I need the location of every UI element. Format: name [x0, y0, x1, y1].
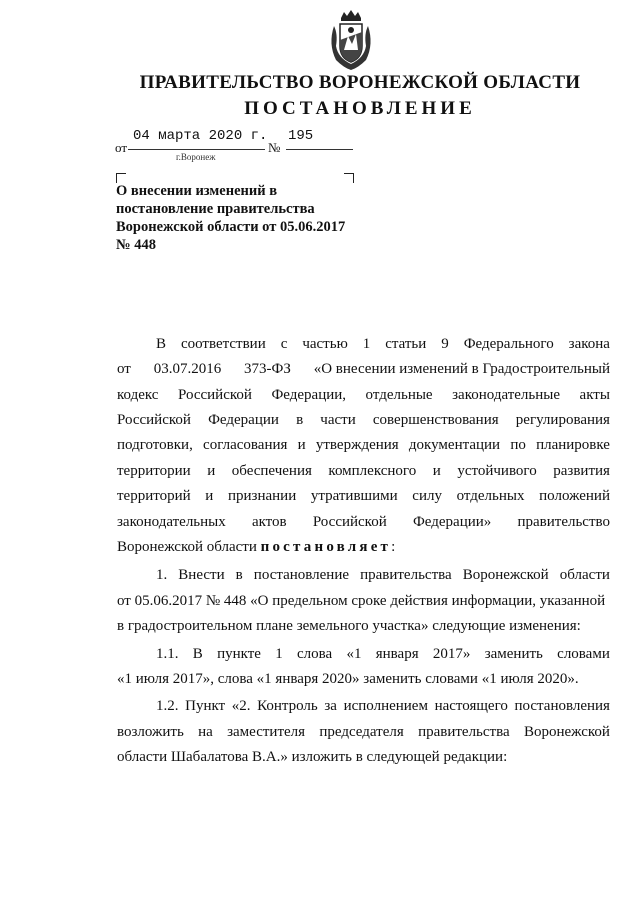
city-name: г.Воронеж — [176, 152, 216, 162]
body-word: В — [192, 646, 203, 662]
body-line — [117, 539, 610, 556]
body-word: Федерального — [463, 336, 554, 352]
body-word: исполнением — [343, 698, 428, 714]
body-word: силу — [412, 488, 442, 504]
body-line — [117, 361, 610, 378]
body-line — [117, 412, 610, 429]
body-line — [117, 387, 610, 404]
body-word: 1 — [362, 336, 371, 352]
body-word: слова — [297, 646, 333, 662]
body-word: постановление — [253, 567, 350, 583]
body-line — [156, 646, 610, 663]
body-word: законодательные — [452, 387, 561, 403]
body-word: 9 — [441, 336, 449, 352]
body-line: области Шабалатова В.А.» изложить в следующей редакции: — [117, 749, 508, 765]
body-word: Российской — [117, 412, 191, 428]
document-title — [116, 182, 376, 254]
body-word: отдельные — [365, 387, 433, 403]
body-word: 2017» — [432, 646, 471, 662]
body-word: возложить — [117, 724, 184, 740]
body-word: Воронежской — [523, 724, 610, 740]
body-word: Воронежской — [462, 567, 549, 583]
resolution-keyword: постановляет — [260, 539, 392, 555]
body-word: признании — [227, 488, 297, 504]
body-word: Федерации — [208, 412, 279, 428]
body-word: 373-ФЗ — [244, 361, 291, 377]
body-line — [117, 514, 610, 531]
title-line: Воронежской области от 05.06.2017 — [116, 219, 346, 235]
body-word: Федерации, — [271, 387, 347, 403]
body-word: пункте — [217, 646, 261, 662]
body-word: «О внесении изменений в Градостроительный — [313, 361, 610, 377]
body-word: устойчивого — [457, 463, 537, 479]
body-line — [117, 724, 610, 741]
body-line — [117, 463, 610, 480]
number-prefix: № — [268, 140, 281, 155]
body-word: «1 — [346, 646, 362, 662]
title-line: О внесении изменений в — [116, 183, 278, 199]
body-word: Российской — [177, 387, 252, 403]
body-word: Контроль — [257, 698, 318, 714]
body-word: развития — [553, 463, 610, 479]
title-line: № 448 — [116, 237, 156, 253]
body-word: области — [559, 567, 610, 583]
body-word: подготовки, — [117, 437, 193, 453]
body-word: согласования — [203, 437, 288, 453]
body-word: на — [198, 724, 213, 740]
document-type: ПОСТАНОВЛЕНИЕ — [244, 98, 476, 119]
body-word: регулирования — [515, 412, 610, 428]
body-text: Воронежской области — [117, 539, 261, 555]
body-line: «1 июля 2017», слова «1 января 2020» заменить словами «1 июля 2020». — [117, 671, 579, 687]
number-underline — [286, 149, 353, 150]
body-word: комплексного — [328, 463, 417, 479]
organization-name: ПРАВИТЕЛЬСТВО ВОРОНЕЖСКОЙ ОБЛАСТИ — [139, 72, 581, 93]
body-word: совершенствования — [372, 412, 499, 428]
body-word: законодательных — [117, 514, 226, 530]
body-line — [117, 488, 610, 505]
body-word: в — [296, 412, 304, 428]
body-word: Российской — [312, 514, 387, 530]
body-word: территории — [117, 463, 191, 479]
body-word: В — [156, 336, 167, 352]
body-word: акты — [579, 387, 610, 403]
body-word: и — [432, 463, 441, 479]
body-word: заменить — [484, 646, 543, 662]
document-number: 195 — [288, 128, 314, 144]
body-word: за — [324, 698, 337, 714]
body-word: утверждения — [315, 437, 399, 453]
body-word: актов — [251, 514, 287, 530]
body-word: заместителя — [227, 724, 306, 740]
body-line — [117, 437, 610, 454]
body-word: обеспечения — [231, 463, 312, 479]
body-word: планировке — [536, 437, 610, 453]
body-word: Федерации» — [412, 514, 492, 530]
body-word: 1 — [275, 646, 283, 662]
body-word: по — [510, 437, 526, 453]
body-word: документации — [408, 437, 501, 453]
body-word: постановления — [514, 698, 610, 714]
body-word: от — [117, 361, 131, 377]
body-word: «2. — [231, 698, 251, 714]
body-word: 1.2. — [156, 698, 179, 714]
document-date: 04 марта 2020 г. — [133, 128, 268, 144]
body-text: : — [391, 539, 396, 555]
body-word: отдельных — [456, 488, 525, 504]
body-line — [156, 567, 610, 584]
title-line: постановление правительства — [116, 201, 315, 217]
body-word: и — [207, 463, 216, 479]
body-word: 1. — [156, 567, 168, 583]
body-word: правительство — [517, 514, 610, 530]
body-word: кодекс — [117, 387, 159, 403]
body-line — [156, 336, 610, 353]
body-word: января — [375, 646, 419, 662]
body-word: 03.07.2016 — [153, 361, 222, 377]
date-prefix: от — [115, 140, 128, 155]
date-underline — [128, 149, 265, 150]
body-word: в — [235, 567, 243, 583]
body-word: утратившими — [310, 488, 398, 504]
coat-of-arms-icon — [326, 10, 376, 72]
body-word: с — [280, 336, 288, 352]
body-word: настоящего — [434, 698, 508, 714]
body-line — [156, 698, 610, 715]
body-word: Внести — [178, 567, 225, 583]
body-word: председателя — [319, 724, 404, 740]
body-word: части — [320, 412, 356, 428]
body-word: словами — [557, 646, 610, 662]
body-word: статьи — [385, 336, 427, 352]
body-word: территорий — [117, 488, 191, 504]
body-line: от 05.06.2017 № 448 «О предельном сроке действия информации, указанной — [117, 593, 606, 609]
body-line: в градостроительном плане земельного участка» следующие изменения: — [117, 618, 581, 634]
body-word: Пункт — [185, 698, 226, 714]
body-word: закона — [568, 336, 610, 352]
body-word: и — [205, 488, 214, 504]
body-word: правительства — [360, 567, 452, 583]
body-word: частью — [302, 336, 348, 352]
body-word: и — [297, 437, 306, 453]
body-word: положений — [539, 488, 610, 504]
body-word: правительства — [418, 724, 510, 740]
body-word: 1.1. — [156, 646, 179, 662]
body-word: соответствии — [180, 336, 266, 352]
